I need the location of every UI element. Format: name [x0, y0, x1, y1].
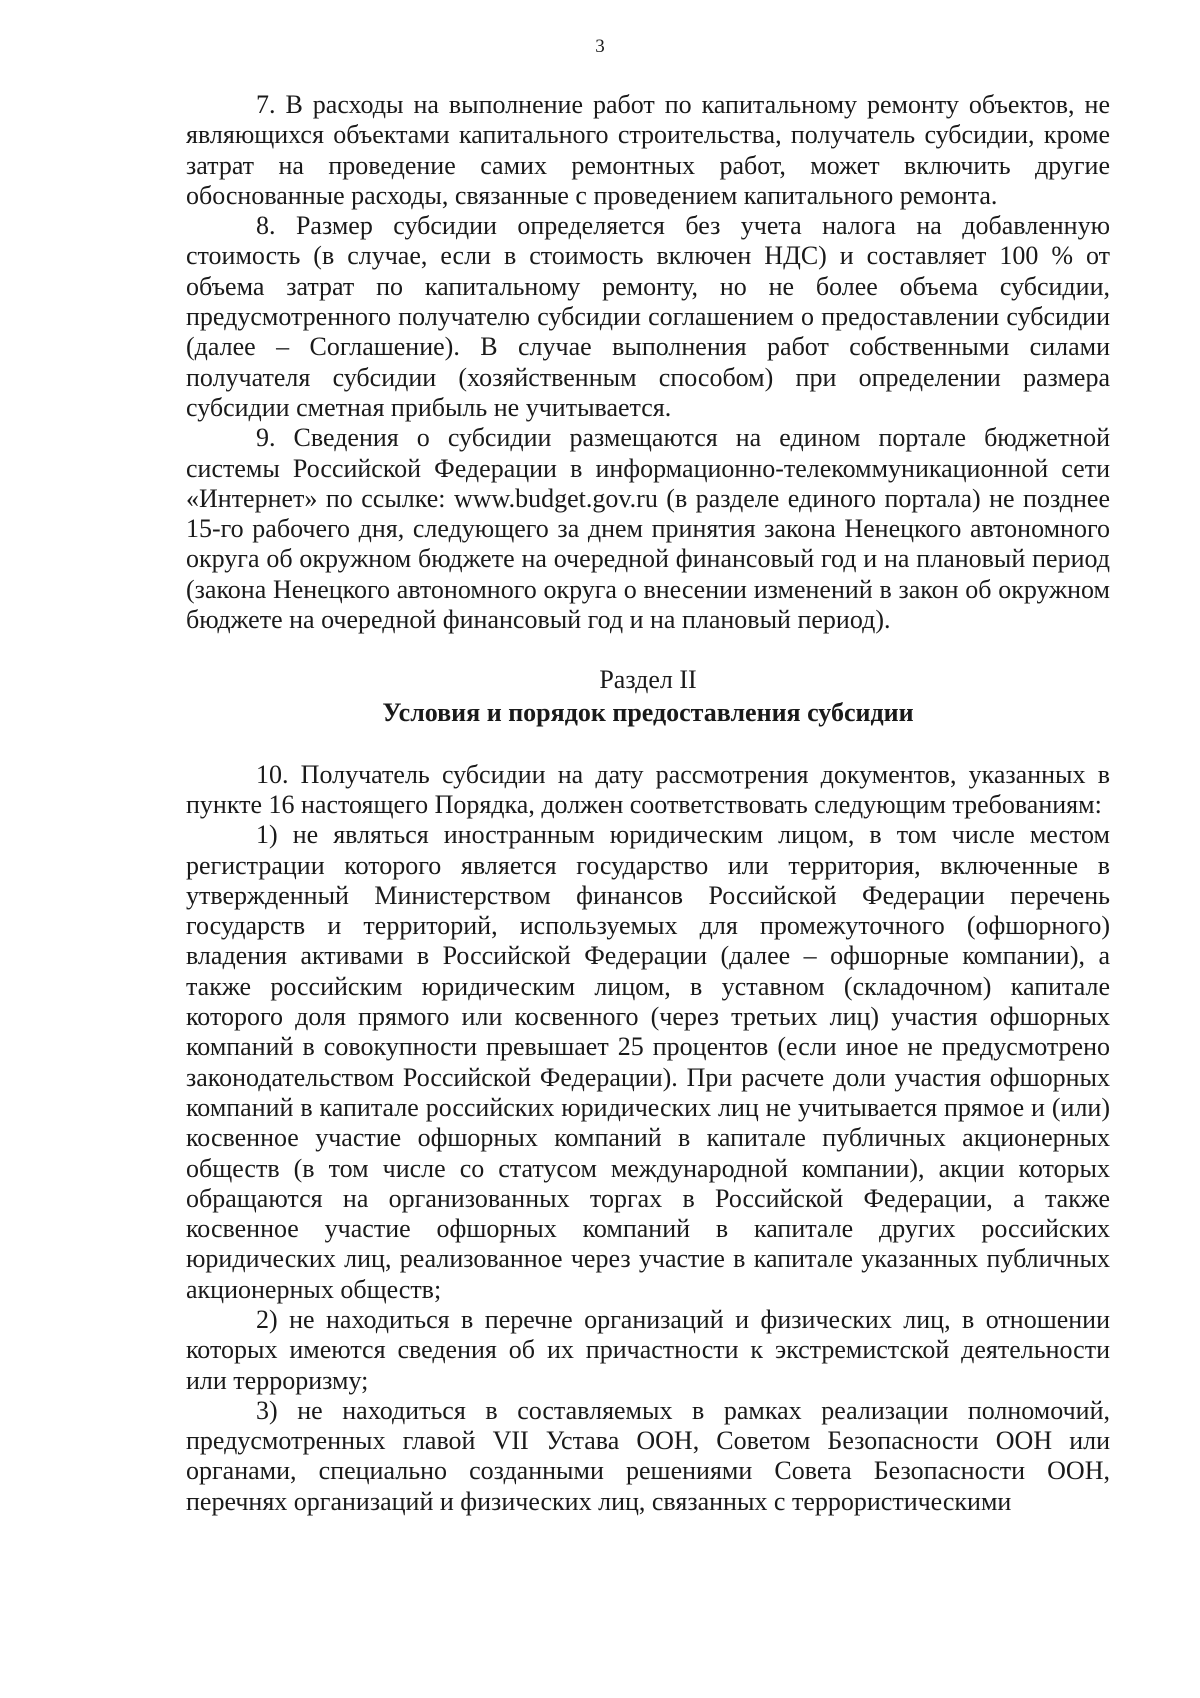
requirement-2: 2) не находиться в перечне организаций и физических лиц, в отношении которых имеются сведения об их причастности к экстремистской деятельности или терроризму; [186, 1304, 1110, 1395]
requirement-1: 1) не являться иностранным юридическим лицом, в том числе местом регистрации которого является государство или территория, включенные в утвержденный Министерством финансов Российской Федерации перечень государств и территорий, используемых для промежуточного (офшорного) владения активами в Российской Федерации (далее – офшорные компании), а также российским юридическим лицом, в уставном (складочном) капитале которого доля прямого или косвенного (через третьих лиц) участия офшорных компаний в совокупности превышает 25 процентов (если иное не предусмотрено законодательством Российской Федерации). При расчете доли участия офшорных компаний в капитале российских юридических лиц не учитывается прямое и (или) косвенное участие офшорных компаний в капитале публичных акционерных обществ (в том числе со статусом международной компании), акции которых обращаются на организованных торгах в Российской Федерации, а также косвенное участие офшорных компаний в капитале других российских юридических лиц, реализованное через участие в капитале указанных публичных акционерных обществ; [186, 820, 1110, 1304]
section-title: Условия и порядок предоставления субсидии [382, 697, 914, 727]
paragraph-9: 9. Сведения о субсидии размещаются на едином портале бюджетной системы Российской Федерации в информационно-телекоммуникационной сети «Интернет» по ссылке: www.budget.gov.ru (в разделе единого портала) не позднее 15-го рабочего дня, следующего за днем принятия закона Ненецкого автономного округа об окружном бюджете на очередной финансовый год и на плановый период (закона Ненецкого автономного округа о внесении изменений в закон об окружном бюджете на очередной финансовый год и на плановый период). [186, 423, 1110, 635]
paragraph-7: 7. В расходы на выполнение работ по капитальному ремонту объектов, не являющихся объектами капитального строительства, получатель субсидии, кроме затрат на проведение самих ремонтных работ, может включить другие обоснованные расходы, связанные с проведением капитального ремонта. [186, 90, 1110, 210]
requirement-3: 3) не находиться в составляемых в рамках реализации полномочий, предусмотренных главой VII Устава ООН, Советом Безопасности ООН или органами, специально созданными решениями Совета Безопасности ООН, перечнях организаций и физических лиц, связанных с террористическими [186, 1395, 1110, 1516]
page-number: 3 [595, 36, 605, 57]
section-number: Раздел II [599, 665, 697, 695]
paragraph-10: 10. Получатель субсидии на дату рассмотрения документов, указанных в пункте 16 настоящего Порядка, должен соответствовать следующим требованиям: [186, 759, 1110, 819]
paragraph-8: 8. Размер субсидии определяется без учета налога на добавленную стоимость (в случае, если в стоимость включен НДС) и составляет 100 % от объема затрат по капитальному ремонту, но не более объема субсидии, предусмотренного получателю субсидии соглашением о предоставлении субсидии (далее – Соглашение). В случае выполнения работ собственными силами получателя субсидии (хозяйственным способом) при определении размера субсидии сметная прибыль не учитывается. [186, 211, 1110, 422]
document-body [186, 90, 1110, 1517]
section-heading [186, 665, 1110, 729]
